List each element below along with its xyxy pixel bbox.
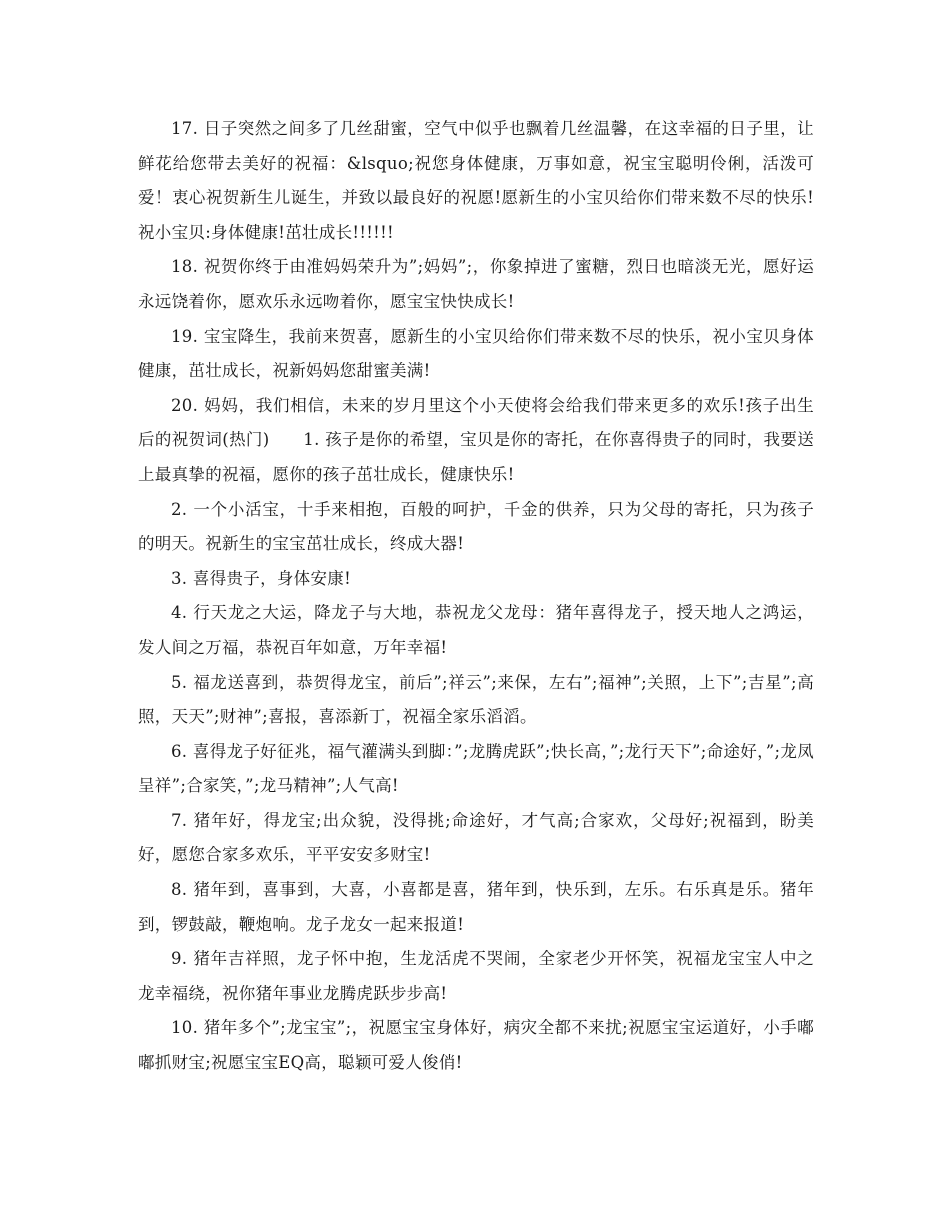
paragraph-19: 19. 宝宝降生，我前来贺喜，愿新生的小宝贝给你们带来数不尽的快乐，祝小宝贝身体健康，茁壮成长，祝新妈妈您甜蜜美满!: [138, 326, 814, 381]
paragraph-8: 8. 猪年到，喜事到，大喜，小喜都是喜，猪年到，快乐到，左乐。右乐真是乐。猪年到，锣鼓敲，鞭炮响。龙子龙女一起来报道!: [138, 880, 814, 934]
paragraph-20: 20. 妈妈，我们相信，未来的岁月里这个小天使将会给我们带来更多的欢乐!孩子出生后的祝贺词(热门) 1. 孩子是你的希望，宝贝是你的寄托，在你喜得贵子的同时，我要送上最真挚的祝福，愿你的孩子茁壮成长，健康快乐!: [138, 395, 814, 484]
paragraph-7: 7. 猪年好，得龙宝;出众貌，没得挑;命途好，才气高;合家欢，父母好;祝福到，盼美好，愿您合家多欢乐，平平安安多财宝!: [138, 810, 814, 865]
document-body: [138, 112, 814, 1081]
paragraph-5: 5. 福龙送喜到，恭贺得龙宝，前后”;祥云”;来保，左右”;福神”;关照，上下”;吉星”;高照，天天”;财神”;喜报，喜添新丁，祝福全家乐滔滔。: [138, 672, 814, 727]
paragraph-4: 4. 行天龙之大运，降龙子与大地，恭祝龙父龙母：猪年喜得龙子，授天地人之鸿运，发人间之万福，恭祝百年如意，万年幸福!: [138, 603, 814, 657]
paragraph-18: 18. 祝贺你终于由准妈妈荣升为”;妈妈”;，你象掉进了蜜糖，烈日也暗淡无光，愿好运永远饶着你，愿欢乐永远吻着你，愿宝宝快快成长!: [138, 257, 814, 311]
paragraph-6: 6. 喜得龙子好征兆，福气灌满头到脚：”;龙腾虎跃”;快长高，”;龙行天下”;命途好，”;龙凤呈祥”;合家笑，”;龙马精神”;人气高!: [138, 741, 814, 796]
paragraph-2: 2. 一个小活宝，十手来相抱，百般的呵护，千金的供养，只为父母的寄托，只为孩子的明天。祝新生的宝宝茁壮成长，终成大器!: [138, 499, 814, 554]
paragraph-17: 17. 日子突然之间多了几丝甜蜜，空气中似乎也飘着几丝温馨，在这幸福的日子里，让鲜花给您带去美好的祝福：&lsquo;祝您身体健康，万事如意，祝宝宝聪明伶俐，活泼可爱！衷心祝贺新生儿诞生，并致以最良好的祝愿!愿新生的小宝贝给你们带来数不尽的快乐!祝小宝贝:身体健康!茁壮成长!!!!!!: [138, 119, 814, 242]
paragraph-3: 3. 喜得贵子，身体安康!: [171, 568, 352, 588]
paragraph-9: 9. 猪年吉祥照，龙子怀中抱，生龙活虎不哭闹，全家老少开怀笑，祝福龙宝宝人中之龙幸福绕，祝你猪年事业龙腾虎跃步步高!: [138, 949, 814, 1003]
paragraph-10: 10. 猪年多个”;龙宝宝”;，祝愿宝宝身体好，病灾全都不来扰;祝愿宝宝运道好，小手嘟嘟抓财宝;祝愿宝宝EQ高，聪颖可爱人俊俏!: [138, 1018, 814, 1073]
